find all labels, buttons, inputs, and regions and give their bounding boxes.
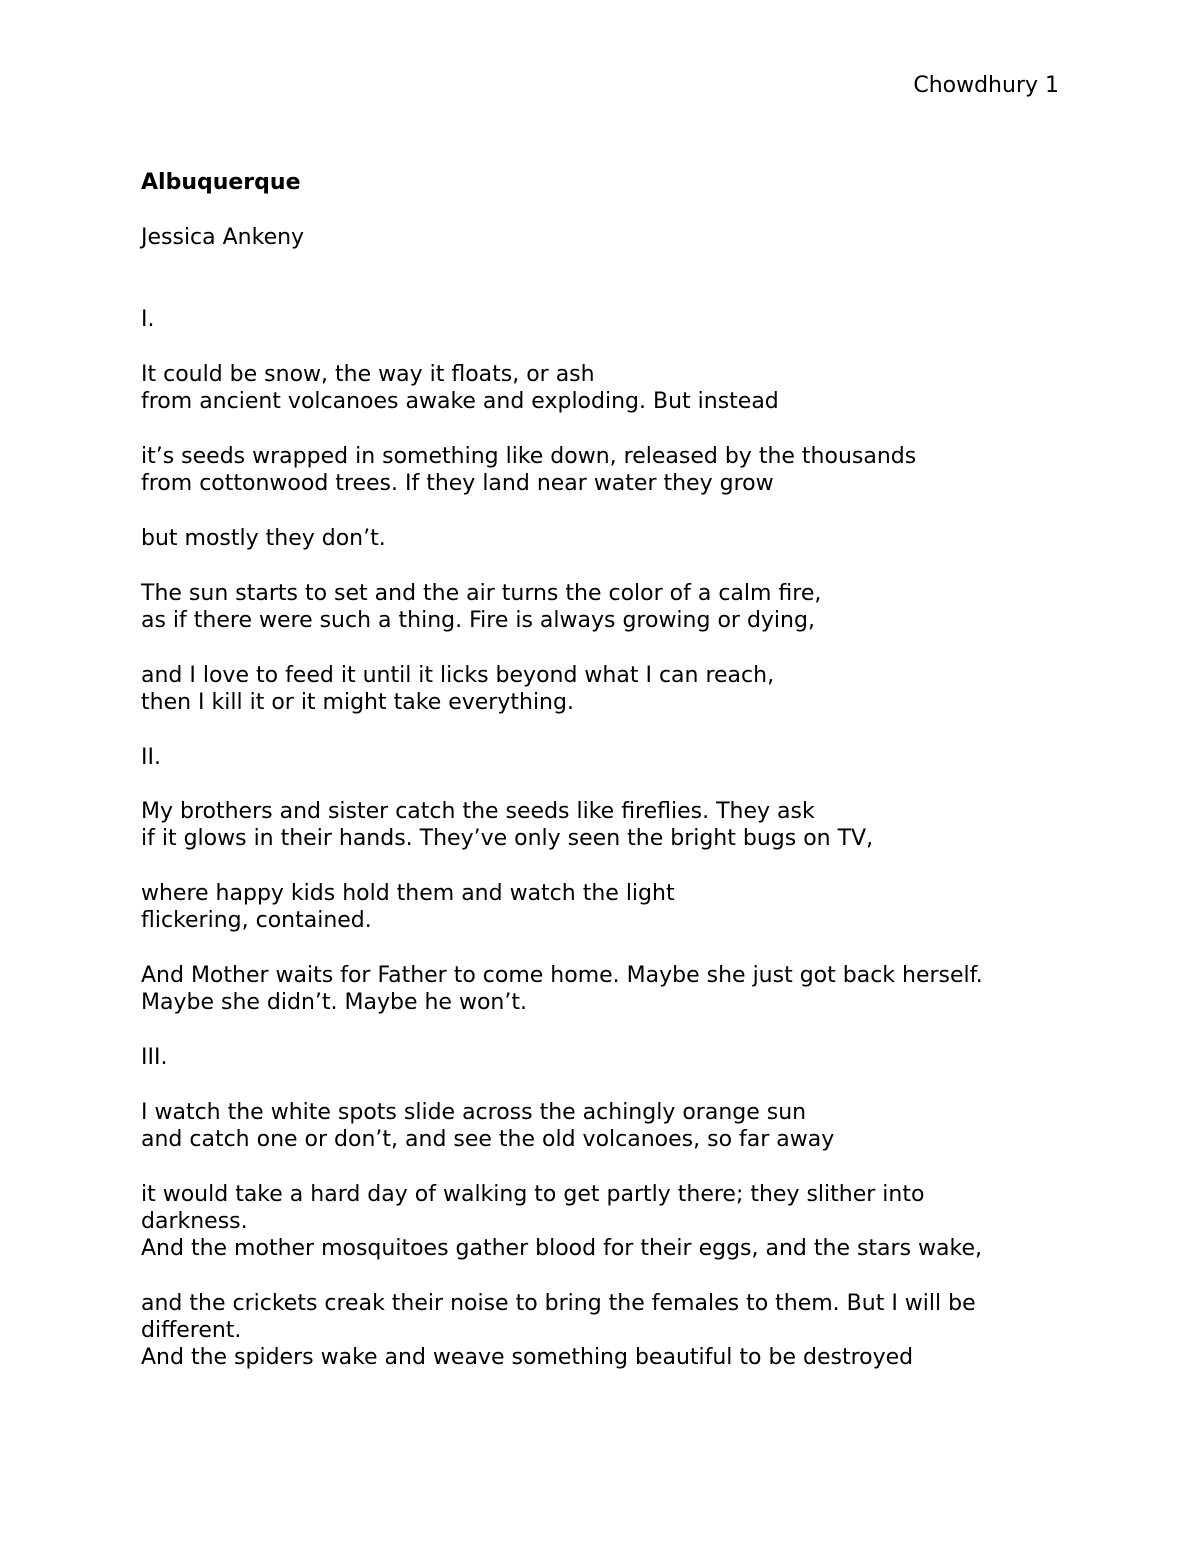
- poem-line: and I love to feed it until it licks beyond what I can reach,: [141, 663, 775, 688]
- section-heading: III.: [141, 1045, 168, 1070]
- section-heading: II.: [141, 745, 161, 770]
- poem-title: Albuquerque: [141, 170, 301, 195]
- poem-line: My brothers and sister catch the seeds like fireflies. They ask: [141, 799, 815, 824]
- poem-line: darkness.: [141, 1209, 248, 1234]
- poem-line: and the crickets creak their noise to bring the females to them. But I will be: [141, 1291, 976, 1316]
- poem-line: And the spiders wake and weave something beautiful to be destroyed: [141, 1345, 914, 1370]
- poem-line: flickering, contained.: [141, 908, 372, 933]
- section-heading: I.: [141, 307, 155, 332]
- poem-line: it would take a hard day of walking to get partly there; they slither into: [141, 1182, 925, 1207]
- poem-line: from cottonwood trees. If they land near water they grow: [141, 471, 774, 496]
- poem-line: where happy kids hold them and watch the light: [141, 881, 675, 906]
- poem-line: I watch the white spots slide across the achingly orange sun: [141, 1100, 807, 1125]
- poem-line: but mostly they don’t.: [141, 526, 386, 551]
- running-head: Chowdhury 1: [913, 73, 1059, 98]
- poem-line: then I kill it or it might take everything.: [141, 690, 574, 715]
- poem-line: as if there were such a thing. Fire is always growing or dying,: [141, 608, 815, 633]
- poem-line: it’s seeds wrapped in something like down, released by the thousands: [141, 444, 917, 469]
- poem-line: The sun starts to set and the air turns the color of a calm fire,: [141, 581, 822, 606]
- poem-line: if it glows in their hands. They’ve only seen the bright bugs on TV,: [141, 826, 874, 851]
- poem-line: Maybe she didn’t. Maybe he won’t.: [141, 990, 527, 1015]
- poem-line: And Mother waits for Father to come home. Maybe she just got back herself.: [141, 963, 983, 988]
- poem-line: different.: [141, 1318, 242, 1343]
- poem-author: Jessica Ankeny: [141, 225, 305, 250]
- poem-line: from ancient volcanoes awake and exploding. But instead: [141, 389, 779, 414]
- poem-line: And the mother mosquitoes gather blood for their eggs, and the stars wake,: [141, 1236, 982, 1261]
- poem-line: It could be snow, the way it floats, or ash: [141, 362, 595, 387]
- poem-line: and catch one or don’t, and see the old volcanoes, so far away: [141, 1127, 835, 1152]
